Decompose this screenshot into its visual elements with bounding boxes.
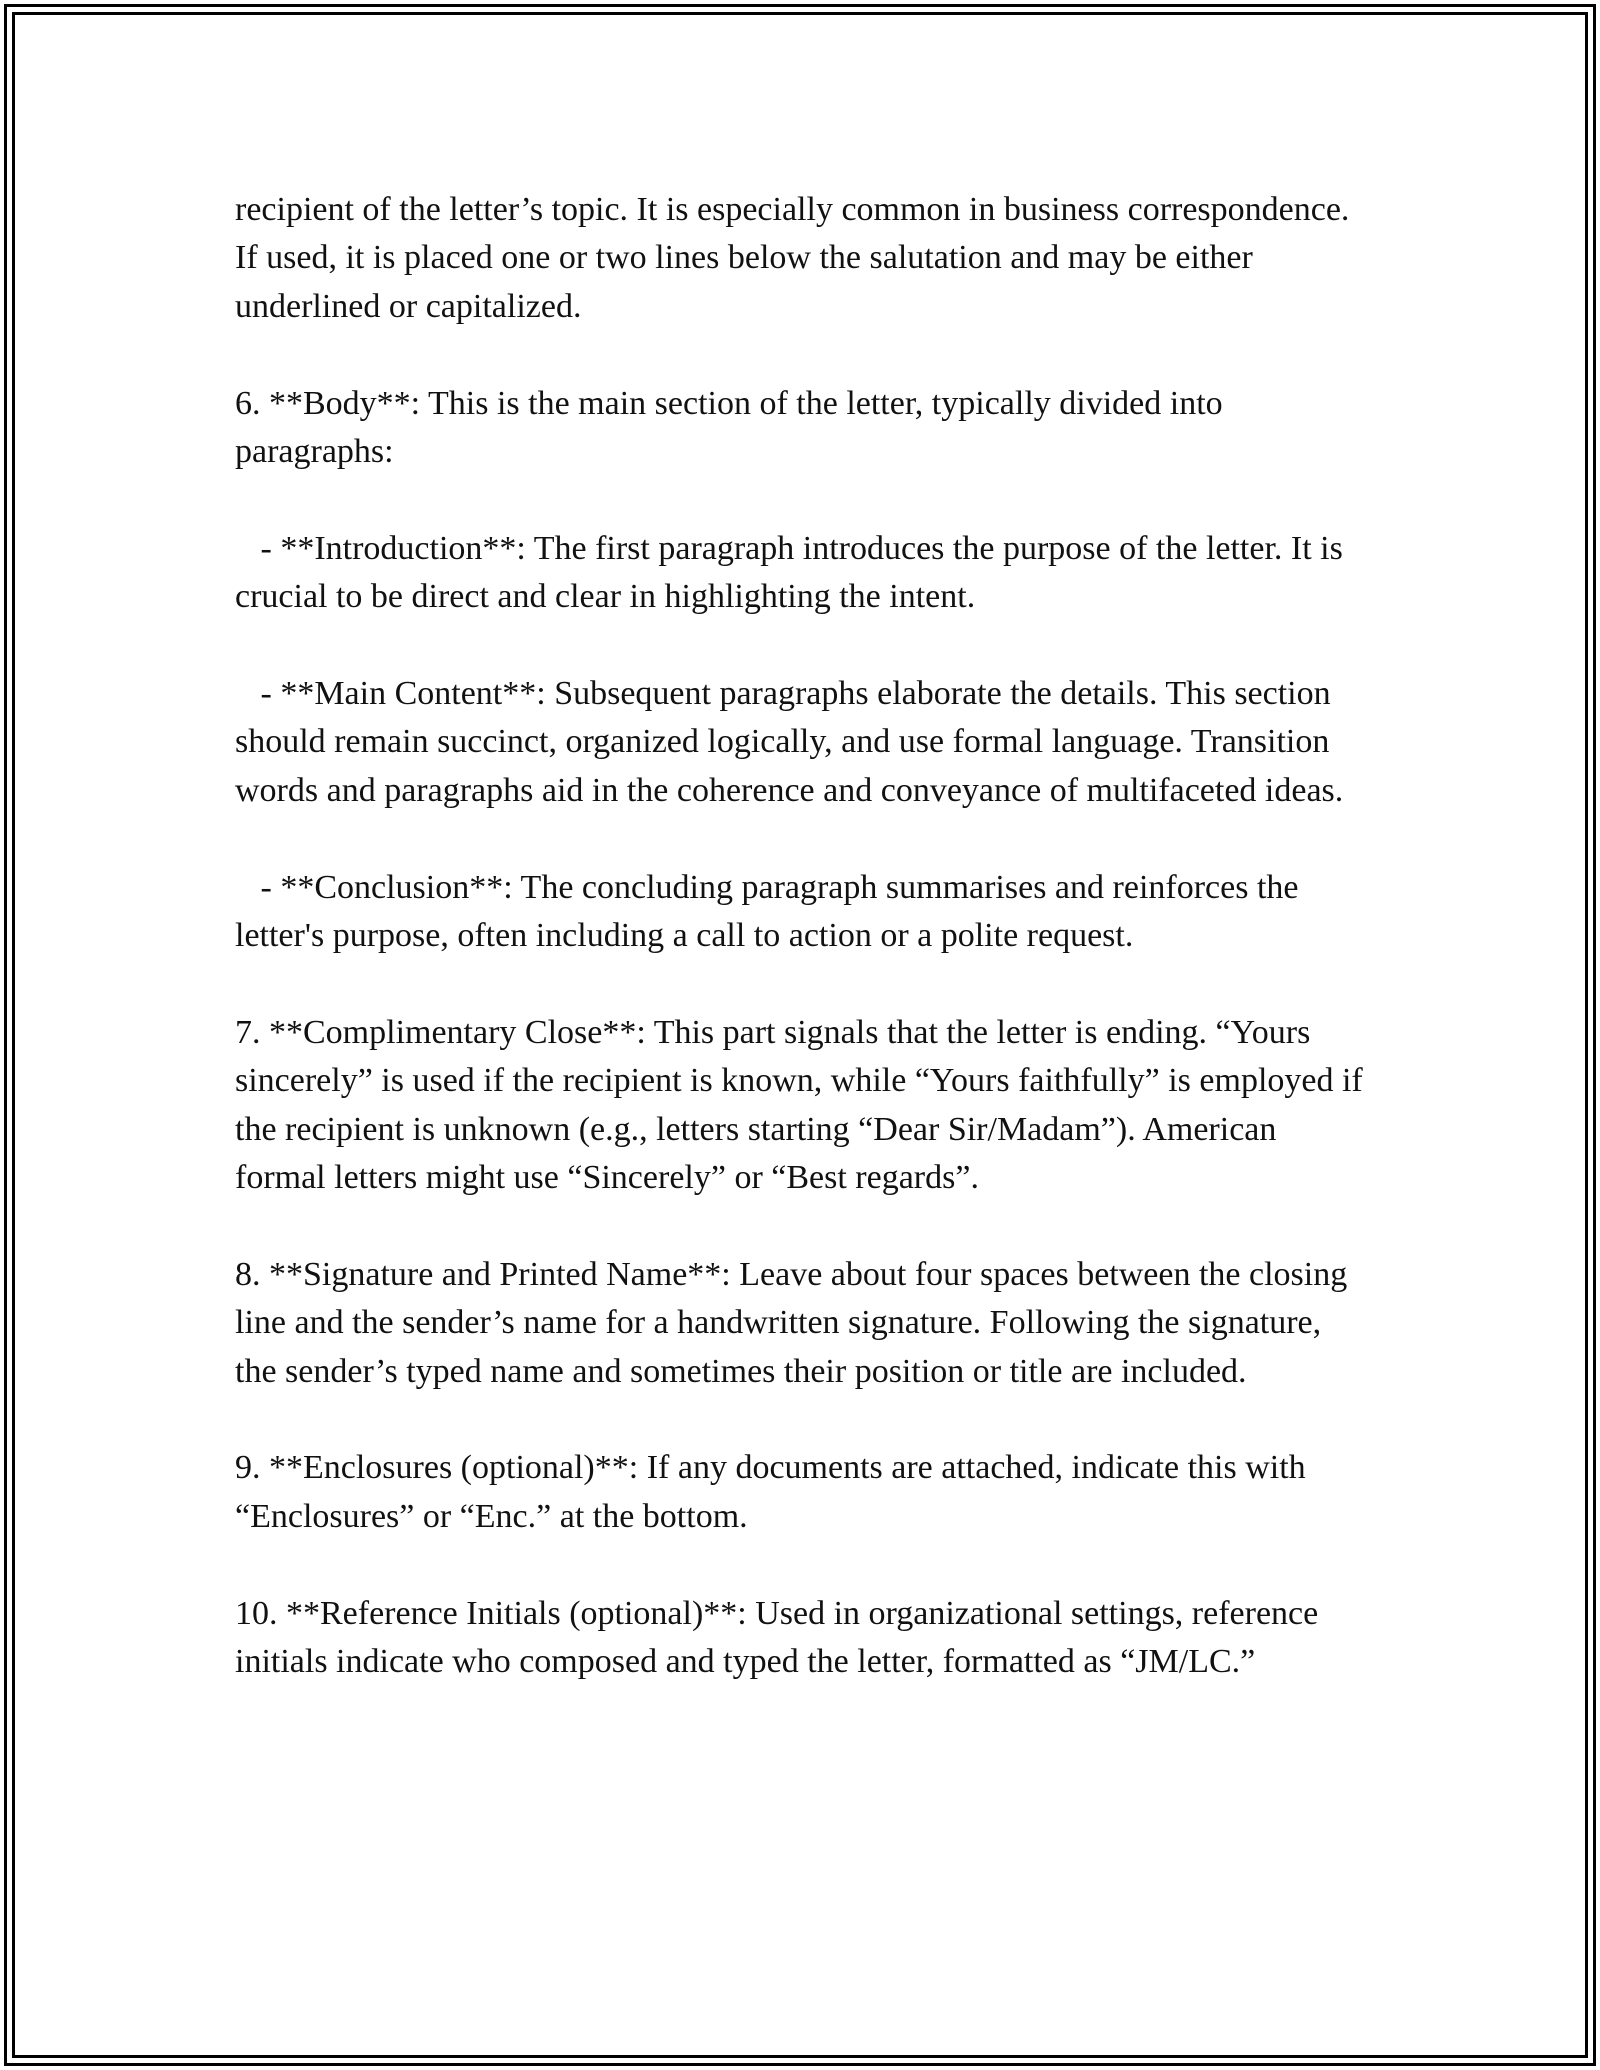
paragraph-enclosures: 9. **Enclosures (optional)**: If any documents are attached, indicate this with “Enclosures” or “Enc.” at the bottom. [235, 1449, 1315, 1535]
paragraph-conclusion: - **Conclusion**: The concluding paragraph summarises and reinforces the letter's purpose, often including a call to action or a polite request. [235, 868, 1307, 955]
paragraph-body-heading: 6. **Body**: This is the main section of the letter, typically divided into paragraphs: [235, 384, 1232, 471]
paragraph-main-content: - **Main Content**: Subsequent paragraphs elaborate the details. This section should remain succinct, organized logically, and use formal language. Transition words and paragraphs aid in the coherence and conveyance of multifaceted ideas. [235, 675, 1344, 809]
paragraph-introduction: - **Introduction**: The first paragraph introduces the purpose of the letter. It is crucial to be direct and clear in highlighting the intent. [235, 529, 1352, 616]
paragraph-reference-initials: 10. **Reference Initials (optional)**: Used in organizational settings, reference initials indicate who composed and typed the letter, formatted as “JM/LC.” [235, 1594, 1327, 1681]
paragraph-signature: 8. **Signature and Printed Name**: Leave about four spaces between the closing line and the sender’s name for a handwritten signature. Following the signature, the sender’s typed name and sometimes their position or title are included. [235, 1255, 1356, 1390]
document-body [235, 186, 1372, 1686]
paragraph-subject-line-continued: recipient of the letter’s topic. It is especially common in business correspondence. If used, it is placed one or two lines below the salutation and may be either underlined or capitalized. [235, 191, 1358, 325]
paragraph-complimentary-close: 7. **Complimentary Close**: This part signals that the letter is ending. “Yours sincerely” is used if the recipient is known, while “Yours faithfully” is employed if the recipient is unknown (e.g., letters starting “Dear Sir/Madam”). American formal letters might use “Sincerely” or “Best regards”. [235, 1013, 1372, 1197]
